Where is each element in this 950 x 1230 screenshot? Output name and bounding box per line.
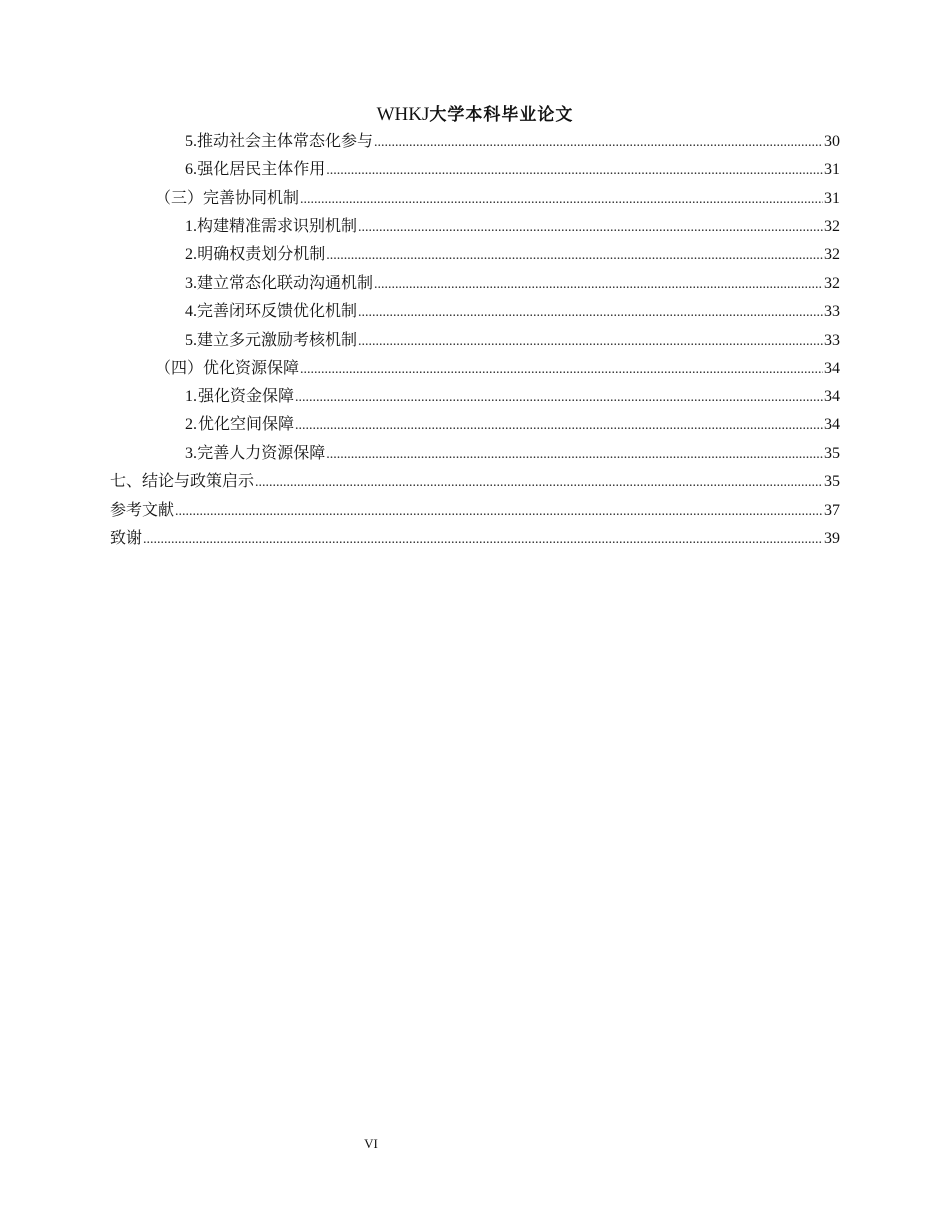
toc-entry-title: 构建精准需求识别机制 (197, 216, 358, 235)
toc-entry-title: 强化居民主体作用 (197, 159, 326, 178)
toc-dot-leader (326, 441, 823, 469)
toc-entry-number: 1. (185, 218, 197, 235)
toc-entry[interactable] (185, 240, 840, 268)
page-header (0, 103, 950, 127)
toc-dot-leader (300, 186, 823, 214)
toc-entry-page: 34 (824, 416, 840, 433)
toc-entry-page: 35 (824, 473, 840, 490)
toc-entry-number: 5. (185, 133, 197, 150)
toc-entry-number: 6. (185, 161, 197, 178)
toc-entry-title: 致谢 (110, 528, 143, 547)
toc-entry[interactable] (185, 410, 840, 438)
toc-dot-leader (358, 299, 823, 327)
toc-dot-leader (300, 356, 823, 384)
toc-entry-title: 完善协同机制 (203, 188, 300, 207)
toc-entry[interactable] (155, 354, 840, 382)
toc-entry-title: 强化资金保障 (198, 386, 295, 405)
toc-entry-title: 完善闭环反馈优化机制 (197, 301, 358, 320)
toc-entry-page: 30 (824, 133, 840, 150)
toc-entry-title: 明确权责划分机制 (197, 244, 326, 263)
toc-entry-number: 4. (185, 303, 197, 320)
toc-entry-title: 结论与政策启示 (142, 471, 255, 490)
toc-entry-number: 七、 (110, 473, 143, 490)
toc-entry-page: 34 (824, 388, 840, 405)
toc-entry-page: 32 (824, 246, 840, 263)
toc-entry-title: 优化资源保障 (203, 358, 300, 377)
toc-entry[interactable] (110, 467, 840, 495)
toc-entry-page: 33 (824, 303, 840, 320)
toc-entry-title: 完善人力资源保障 (197, 443, 326, 462)
toc-entry[interactable] (185, 297, 840, 325)
toc-entry-title: 推动社会主体常态化参与 (197, 131, 374, 150)
toc-entry[interactable] (185, 326, 840, 354)
toc-entry-title: 建立多元激励考核机制 (197, 330, 358, 349)
toc-entry-page: 33 (824, 332, 840, 349)
toc-entry[interactable] (185, 382, 840, 410)
toc-entry-number: 3. (185, 445, 197, 462)
toc-entry-page: 34 (824, 360, 840, 377)
toc-entry-number: （三） (155, 190, 204, 207)
toc-entry-number: （四） (155, 360, 204, 377)
toc-dot-leader (374, 129, 823, 157)
toc-entry[interactable] (185, 212, 840, 240)
toc-entry-number: 3. (185, 275, 197, 292)
toc-entry-page: 32 (824, 218, 840, 235)
toc-dot-leader (255, 469, 823, 497)
toc-entry-page: 31 (824, 190, 840, 207)
toc-entry[interactable] (185, 269, 840, 297)
header-thesis-title: 大学本科毕业论文 (429, 105, 574, 125)
toc-dot-leader (326, 242, 823, 270)
toc-dot-leader (175, 498, 823, 526)
toc-entry-title: 建立常态化联动沟通机制 (197, 273, 374, 292)
toc-entry-number: 1. (185, 388, 197, 405)
toc-entry-page: 35 (824, 445, 840, 462)
toc-entry-page: 32 (824, 275, 840, 292)
page-number: VI (364, 1136, 378, 1151)
toc-entry-title: 优化空间保障 (198, 414, 295, 433)
toc-entry-number: 2. (185, 246, 197, 263)
toc-dot-leader (143, 526, 823, 554)
toc-entry[interactable] (110, 496, 840, 524)
toc-entry[interactable] (110, 524, 840, 552)
header-school-code: WHKJ (376, 104, 430, 125)
toc-entry-page: 37 (824, 502, 840, 519)
toc-entry-number: 2. (185, 416, 197, 433)
toc-dot-leader (295, 412, 823, 440)
toc-entry[interactable] (155, 184, 840, 212)
toc-dot-leader (295, 384, 823, 412)
toc-entry[interactable] (185, 127, 840, 155)
toc-entry-page: 39 (824, 530, 840, 547)
toc-dot-leader (374, 271, 823, 299)
toc-entry-title: 参考文献 (110, 500, 175, 519)
toc-entry[interactable] (185, 155, 840, 183)
toc-dot-leader (358, 328, 823, 356)
toc-entry-number: 5. (185, 332, 197, 349)
toc-dot-leader (358, 214, 823, 242)
toc-dot-leader (326, 157, 823, 185)
toc-entry-page: 31 (824, 161, 840, 178)
toc-entry[interactable] (185, 439, 840, 467)
